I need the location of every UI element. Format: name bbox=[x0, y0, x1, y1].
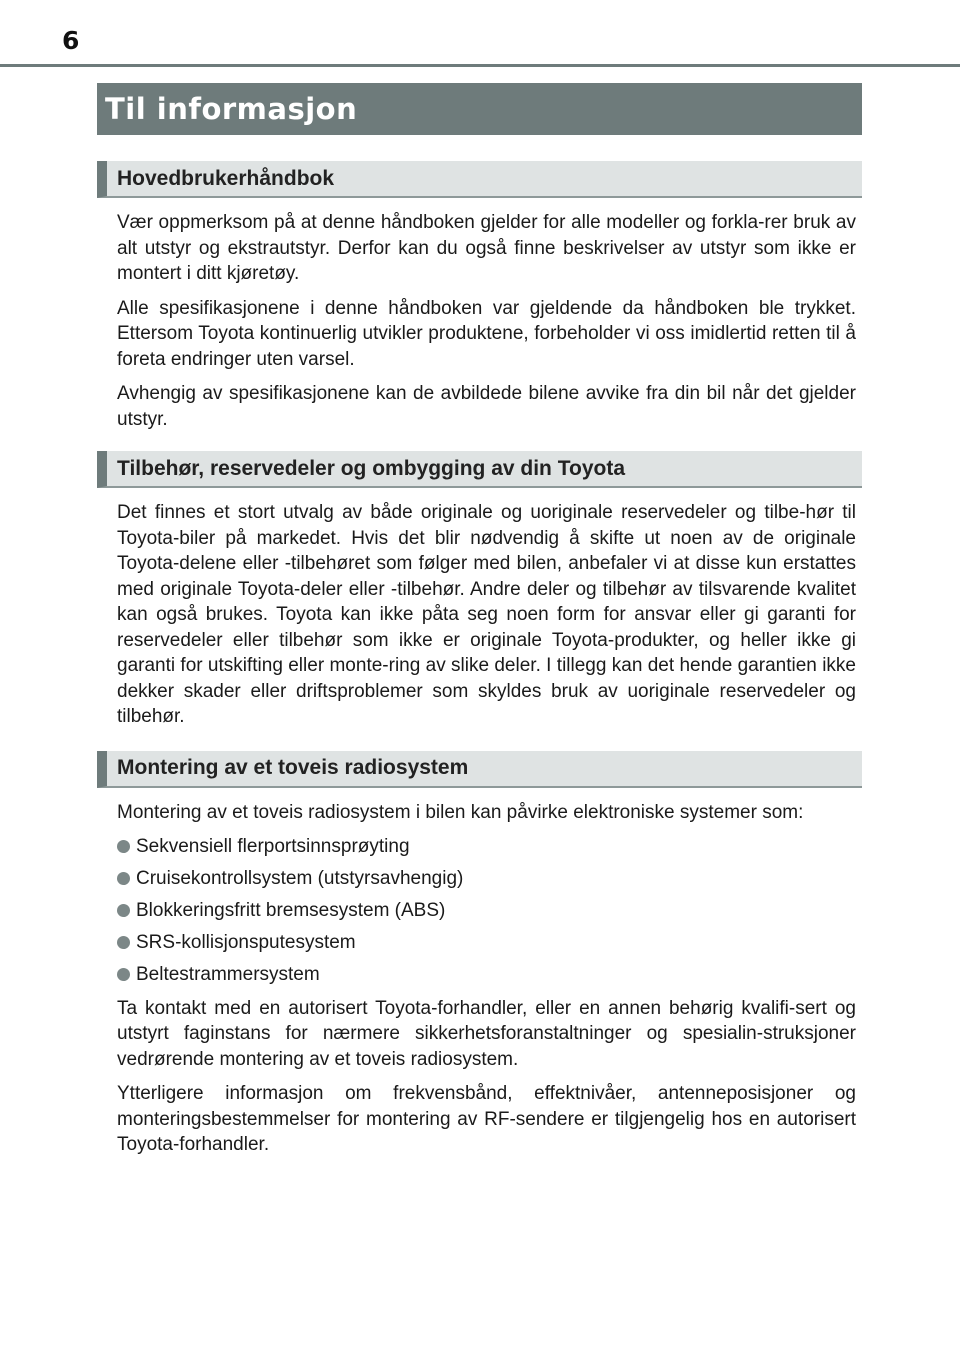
list-item-text: Blokkeringsfritt bremsesystem (ABS) bbox=[136, 900, 446, 921]
paragraph: Alle spesifikasjonene i denne håndboken var gjeldende da håndboken ble trykket. Ettersom Toyota kontinuerlig utvikler produktene, forbeholder vi oss imidlertid retten til å foreta endringer uten varsel. bbox=[117, 297, 856, 370]
bullet-icon bbox=[117, 904, 130, 917]
section-header-hovedbrukerhandbok bbox=[97, 161, 862, 198]
bullet-icon bbox=[117, 936, 130, 949]
page-number: 6 bbox=[62, 26, 80, 55]
bullet-icon bbox=[117, 872, 130, 885]
bullet-list bbox=[117, 834, 856, 988]
section-heading: Tilbehør, reservedeler og ombygging av din Toyota bbox=[117, 456, 625, 480]
list-item bbox=[117, 898, 856, 924]
list-item-text: Cruisekontrollsystem (utstyrsavhengig) bbox=[136, 868, 464, 889]
section-body bbox=[97, 500, 862, 730]
list-item-text: SRS-kollisjonsputesystem bbox=[136, 932, 356, 953]
section-heading: Hovedbrukerhåndbok bbox=[117, 166, 335, 190]
paragraph: Avhengig av spesifikasjonene kan de avbildede bilene avvike fra din bil når det gjelder utstyr. bbox=[117, 383, 856, 430]
paragraph: Montering av et toveis radiosystem i bilen kan påvirke elektroniske systemer som: bbox=[117, 801, 804, 823]
bullet-icon bbox=[117, 840, 130, 853]
section-header-tilbehor bbox=[97, 451, 862, 488]
bullet-icon bbox=[117, 968, 130, 981]
page-content bbox=[97, 161, 862, 1167]
list-item bbox=[117, 930, 856, 956]
section-body bbox=[97, 210, 862, 432]
chapter-title-bar bbox=[97, 83, 862, 135]
paragraph: Det finnes et stort utvalg av både originale og uoriginale reservedeler og tilbe-hør til Toyota-biler på markedet. Hvis det blir nødvendig å skifte ut noen av de originale Toyota-delene eller -tilbehøret som følger med bilen, anbefaler vi at disse kun erstattes med originale Toyota-deler eller -tilbehør. Andre deler og tilbehør av tilsvarende kvalitet kan også brukes. Toyota kan ikke påta seg noen form for ansvar eller gi garanti for reservedeler eller tilbehør som ikke er originale Toyota-produkter, og heller ikke gi garanti for utskifting eller monte-ring av slike deler. I tillegg kan det hende garantien ikke dekker skader eller driftsproblemer som skyldes bruk av uoriginale reservedeler og tilbehør. bbox=[117, 502, 856, 727]
page-title: Til informasjon bbox=[105, 92, 358, 126]
paragraph: Vær oppmerksom på at denne håndboken gjelder for alle modeller og forkla-rer bruk av alt utstyr og ekstrautstyr. Derfor kan du også finne beskrivelser av utstyr som ikke er montert i ditt kjøretøy. bbox=[117, 212, 856, 284]
top-divider bbox=[0, 64, 960, 67]
paragraph: Ytterligere informasjon om frekvensbånd, effektnivåer, antenneposisjoner og monteringsbestemmelser for montering av RF-sendere er tilgjengelig hos en autorisert Toyota-forhandler. bbox=[117, 1083, 856, 1155]
list-item-text: Sekvensiell flerportsinnsprøyting bbox=[136, 836, 410, 857]
section-heading: Montering av et toveis radiosystem bbox=[117, 756, 469, 779]
list-item bbox=[117, 866, 856, 892]
section-body bbox=[97, 800, 862, 1158]
list-item bbox=[117, 962, 856, 988]
list-item-text: Beltestrammersystem bbox=[136, 964, 320, 985]
section-header-radiosystem bbox=[97, 751, 862, 788]
list-item bbox=[117, 834, 856, 860]
paragraph: Ta kontakt med en autorisert Toyota-forhandler, eller en annen behørig kvalifi-sert og utstyrt faginstans for nærmere sikkerhetsforanstaltninger og spesialin-struksjoner vedrørende montering av et toveis radiosystem. bbox=[117, 997, 856, 1070]
